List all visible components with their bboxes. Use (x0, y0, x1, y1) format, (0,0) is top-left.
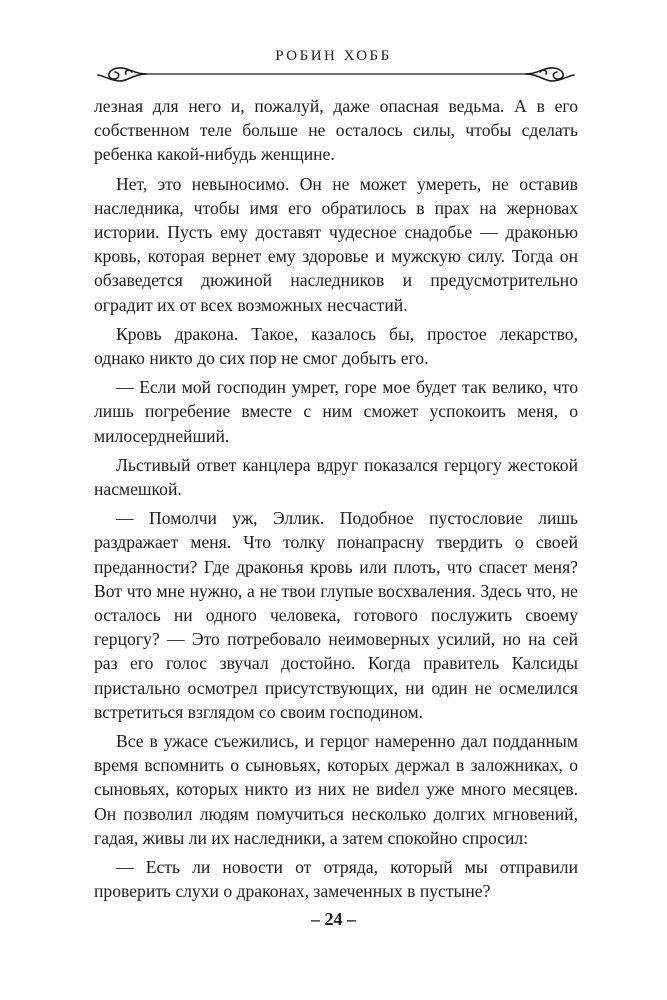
paragraph-3: Кровь дракона. Такое, казалось бы, простое лекарство, однако никто до сих пор не смог добыть его. (94, 323, 578, 369)
running-header: РОБИН ХОББ (275, 48, 392, 64)
paragraph-7: Все в ужасе съежились, и герцог намеренно дал подданным время вспомнить о сыновьях, которых держал в заложниках, о сыновьях, которых никто из них не виdел уже много месяцев. Он позволил людям помучиться несколько долгих мгновений, гадая, живы ли их наследники, а затем спокойно спросил: (94, 731, 578, 848)
paragraph-6: — Помолчи уж, Эллик. Подобное пустословие лишь раздражает меня. Что толку понапрасну твердить о своей преданности? Где драконья кровь или плоть, что спасет меня? Вот что мне нужно, а не твои глупые восхваления. Здесь что, не осталось ни одного человека, готового послужить своему герцогу? — Это потребовало неимоверных усилий, но на сей раз его голос звучал достойно. Когда правитель Калсиды пристально осмотрел присутствующих, ни один не осмелился встретиться взглядом со своим господином. (94, 508, 578, 722)
body-text (94, 94, 578, 909)
paragraph-2: Нет, это невыносимо. Он не может умереть, не оставив наследника, чтобы имя его обратилось в прах на жерновах истории. Пусть ему доставят чудесное снадобье — драконью кровь, которая вернет ему здоровье и мужскую силу. Тогда он обзаведется дюжиной наследников и предусмотрительно оградит их от всех возможных несчастий. (94, 173, 578, 315)
paragraph-1: лезная для него и, пожалуй, даже опасная ведьма. А в его собственном теле больше не осталось силы, чтобы сделать ребенка какой-нибудь женщине. (94, 96, 578, 165)
paragraph-8: — Есть ли новости от отряда, который мы отправили проверить слухи о драконах, замеченных в пустыне? (94, 857, 578, 902)
paragraph-4: — Если мой господин умрет, горе мое будет так велико, что лишь погребение вместе с ним сможет успокоить меня, о милосерднейший. (94, 377, 578, 446)
page-number: – 24 – (311, 909, 356, 929)
header-ornament (94, 63, 578, 85)
paragraph-5: Льстивый ответ канцлера вдруг показался герцогу жестокой насмешкой. (94, 454, 578, 500)
